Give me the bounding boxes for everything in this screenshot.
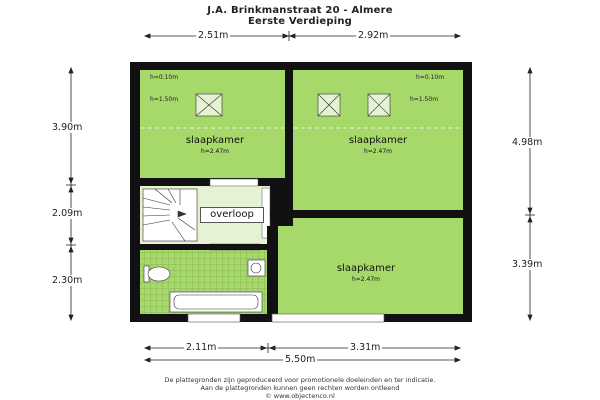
- bedroom-1-label: [175, 135, 255, 155]
- staircase: [143, 189, 197, 241]
- bedroom-2-label: [338, 135, 418, 155]
- bedroom-1-height: h=2.47m: [200, 148, 230, 155]
- roof-note-left-line: h=1.50m: [150, 96, 179, 103]
- roof-note-right-line: h=1.50m: [410, 96, 439, 103]
- landing-name: overloop: [210, 209, 254, 220]
- floor-subtitle: Eerste Verdieping: [247, 16, 353, 27]
- dim-left-bottom: 2.30m: [52, 275, 83, 286]
- right-dimension-lines: [525, 68, 535, 320]
- bedroom-3-name: slaapkamer: [336, 263, 396, 274]
- footer-disclaimer-1: De plattegronden zijn geproduceerd voor promotionele doeleinden en ter indicatie.: [164, 376, 436, 384]
- bedroom-1-floor: [140, 70, 285, 178]
- bedroom-1-name: slaapkamer: [185, 135, 245, 146]
- dim-right-top: 4.98m: [512, 137, 543, 148]
- footer-disclaimer-2: Aan de plattegronden kunnen geen rechten worden ontleend: [200, 384, 400, 392]
- dim-right-bottom: 3.39m: [512, 259, 543, 270]
- door-bedroom-1: [210, 179, 258, 186]
- bedroom-3-label: [326, 263, 406, 283]
- plan-title: J.A. Brinkmanstraat 20 - Almere: [207, 5, 393, 16]
- dim-bottom-left: 2.11m: [186, 342, 217, 353]
- sink: [248, 260, 265, 276]
- window-bathroom: [188, 314, 240, 322]
- roof-note-right-top: h=0.10m: [416, 74, 445, 81]
- toilet: [144, 266, 170, 282]
- bedroom-2-height: h=2.47m: [363, 148, 393, 155]
- dim-left-mid: 2.09m: [52, 208, 83, 219]
- window-bedroom-3: [272, 314, 384, 322]
- landing-label: [200, 207, 264, 223]
- dim-top-left: 2.51m: [198, 30, 229, 41]
- bedroom-2-name: slaapkamer: [348, 135, 408, 146]
- roof-note-left-top: h=0.10m: [150, 74, 179, 81]
- bathtub: [170, 292, 262, 312]
- dim-bottom-right: 3.31m: [350, 342, 381, 353]
- bedroom-3-height: h=2.47m: [351, 276, 381, 283]
- dim-left-top: 3.90m: [52, 122, 83, 133]
- dim-bottom-total: 5.50m: [285, 354, 316, 365]
- dim-top-right: 2.92m: [358, 30, 389, 41]
- footer-copyright: © www.objectenco.nl: [265, 392, 335, 400]
- top-dimension-lines: [145, 31, 460, 41]
